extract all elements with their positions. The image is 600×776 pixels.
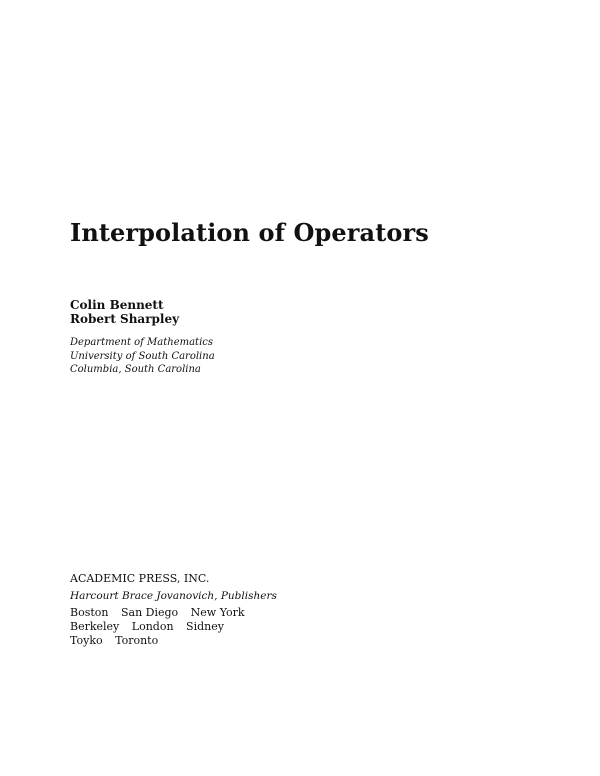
publisher-city: Boston — [70, 606, 109, 619]
publisher-imprint: Harcourt Brace Jovanovich, Publishers — [70, 590, 277, 602]
affiliation-department: Department of Mathematics — [70, 337, 214, 348]
book-title: Interpolation of Operators — [70, 218, 429, 247]
publisher-cities-row — [70, 634, 277, 648]
publisher-city: Toyko — [70, 634, 103, 647]
publisher-city: Sidney — [186, 620, 224, 633]
publisher-name: ACADEMIC PRESS, INC. — [70, 572, 210, 585]
author-affiliation — [70, 336, 215, 377]
author-list — [70, 298, 179, 326]
publisher-city: San Diego — [120, 606, 179, 619]
publisher-cities-row — [70, 606, 277, 620]
author-name: Robert Sharpley — [70, 312, 180, 326]
affiliation-location: Columbia, South Carolina — [70, 364, 201, 375]
publisher-city: Berkeley — [70, 620, 120, 633]
publisher-cities-row — [70, 620, 277, 634]
affiliation-university: University of South Carolina — [70, 350, 215, 362]
author-name: Colin Bennett — [70, 298, 164, 312]
publisher-city: New York — [190, 606, 245, 619]
publisher-city: Toronto — [115, 634, 159, 647]
publisher-city: London — [131, 620, 174, 633]
publisher-block — [70, 572, 277, 648]
